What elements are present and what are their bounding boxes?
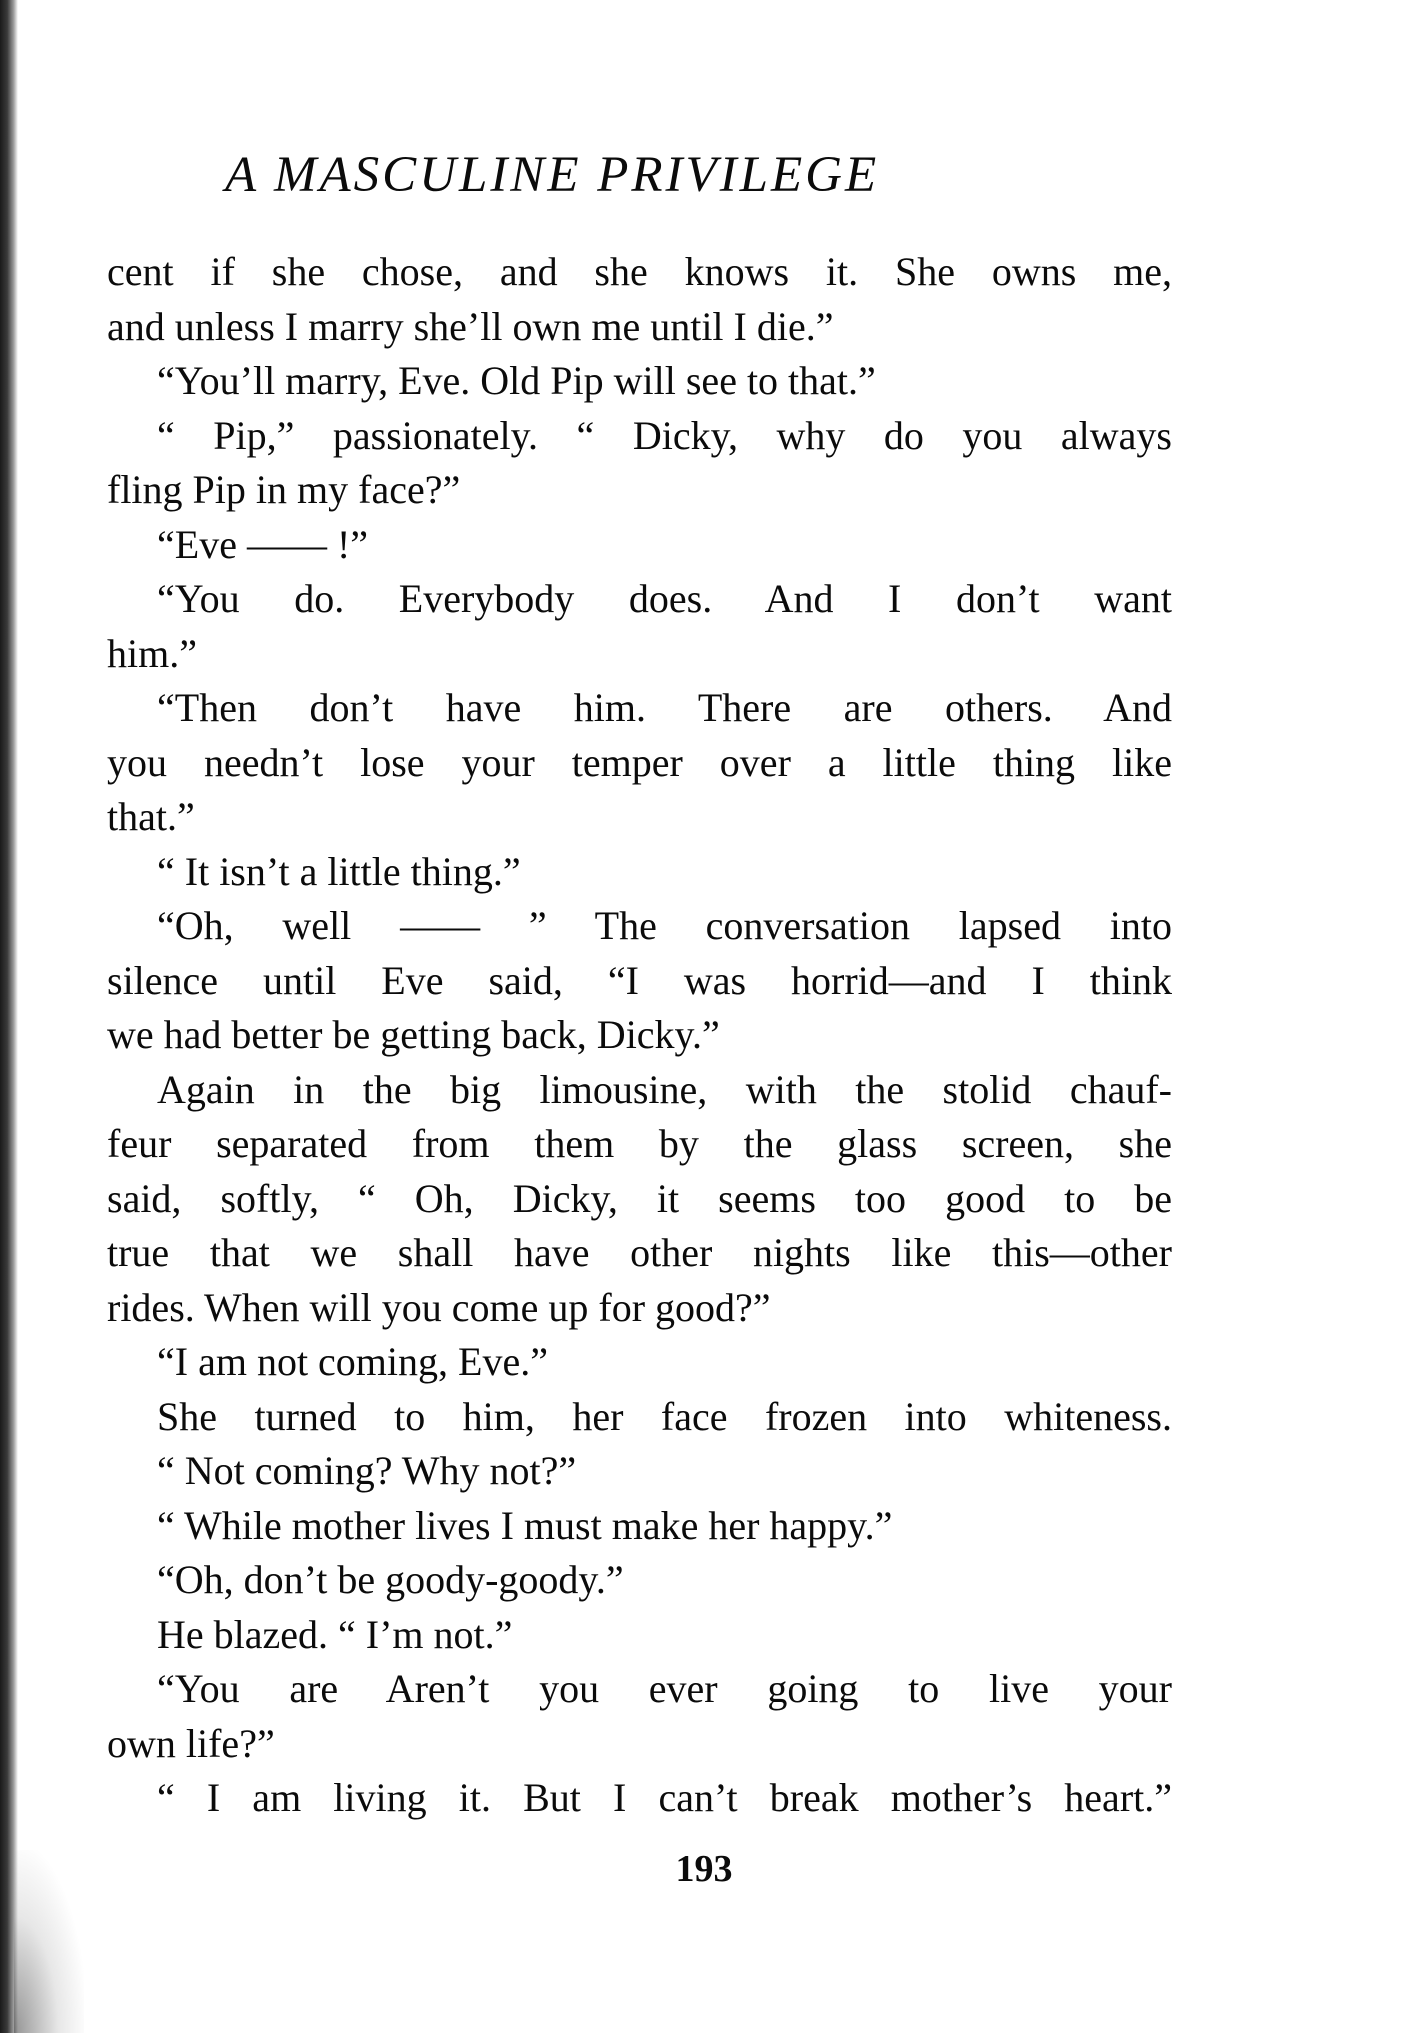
text-line: She turned to him, her face frozen into whiteness. xyxy=(157,1393,1172,1439)
text-line: you needn’t lose your temper over a little thing like xyxy=(107,739,1172,785)
text-line: “Eve —— !” xyxy=(157,521,369,567)
text-line: “You’ll marry, Eve. Old Pip will see to that.” xyxy=(157,358,876,403)
text-line: “ Pip,” passionately. “ Dicky, why do you always xyxy=(157,412,1172,458)
text-line: “I am not coming, Eve.” xyxy=(157,1339,548,1384)
book-spine-shadow xyxy=(0,0,18,2033)
text-line: “ Not coming? Why not?” xyxy=(157,1448,577,1493)
page-number: 193 xyxy=(675,1848,733,1890)
text-line: silence until Eve said, “I was horrid—and I think xyxy=(107,957,1172,1003)
text-line: we had better be getting back, Dicky.” xyxy=(107,1012,720,1057)
text-line: feur separated from them by the glass screen, she xyxy=(107,1121,1172,1166)
running-head: A MASCULINE PRIVILEGE xyxy=(225,147,880,203)
text-line: “ While mother lives I must make her happy.” xyxy=(157,1502,893,1548)
text-line: “You do. Everybody does. And I don’t want xyxy=(157,576,1172,621)
text-line: “Oh, don’t be goody-goody.” xyxy=(157,1557,624,1602)
text-line: and unless I marry she’ll own me until I die.” xyxy=(107,303,834,349)
text-line: Again in the big limousine, with the stolid chauf- xyxy=(157,1066,1172,1112)
text-line: “Then don’t have him. There are others. And xyxy=(157,685,1172,730)
text-line: true that we shall have other nights like this—other xyxy=(107,1230,1172,1275)
text-line: rides. When will you come up for good?” xyxy=(107,1284,771,1330)
text-line: own life?” xyxy=(107,1720,275,1766)
text-line: “You are Aren’t you ever going to live your xyxy=(157,1666,1172,1711)
text-line: He blazed. “ I’m not.” xyxy=(157,1611,513,1657)
body-text xyxy=(107,245,1172,1826)
text-line: “ It isn’t a little thing.” xyxy=(157,848,521,894)
text-line: “Oh, well —— ” The conversation lapsed into xyxy=(157,903,1172,948)
text-line: fling Pip in my face?” xyxy=(107,467,461,512)
text-line: “ I am living it. But I can’t break mother’s heart.” xyxy=(157,1775,1172,1820)
text-line: said, softly, “ Oh, Dicky, it seems too good to be xyxy=(107,1175,1172,1221)
text-line: cent if she chose, and she knows it. She owns me, xyxy=(107,249,1172,294)
text-line: that.” xyxy=(107,794,195,839)
text-line: him.” xyxy=(107,630,197,676)
